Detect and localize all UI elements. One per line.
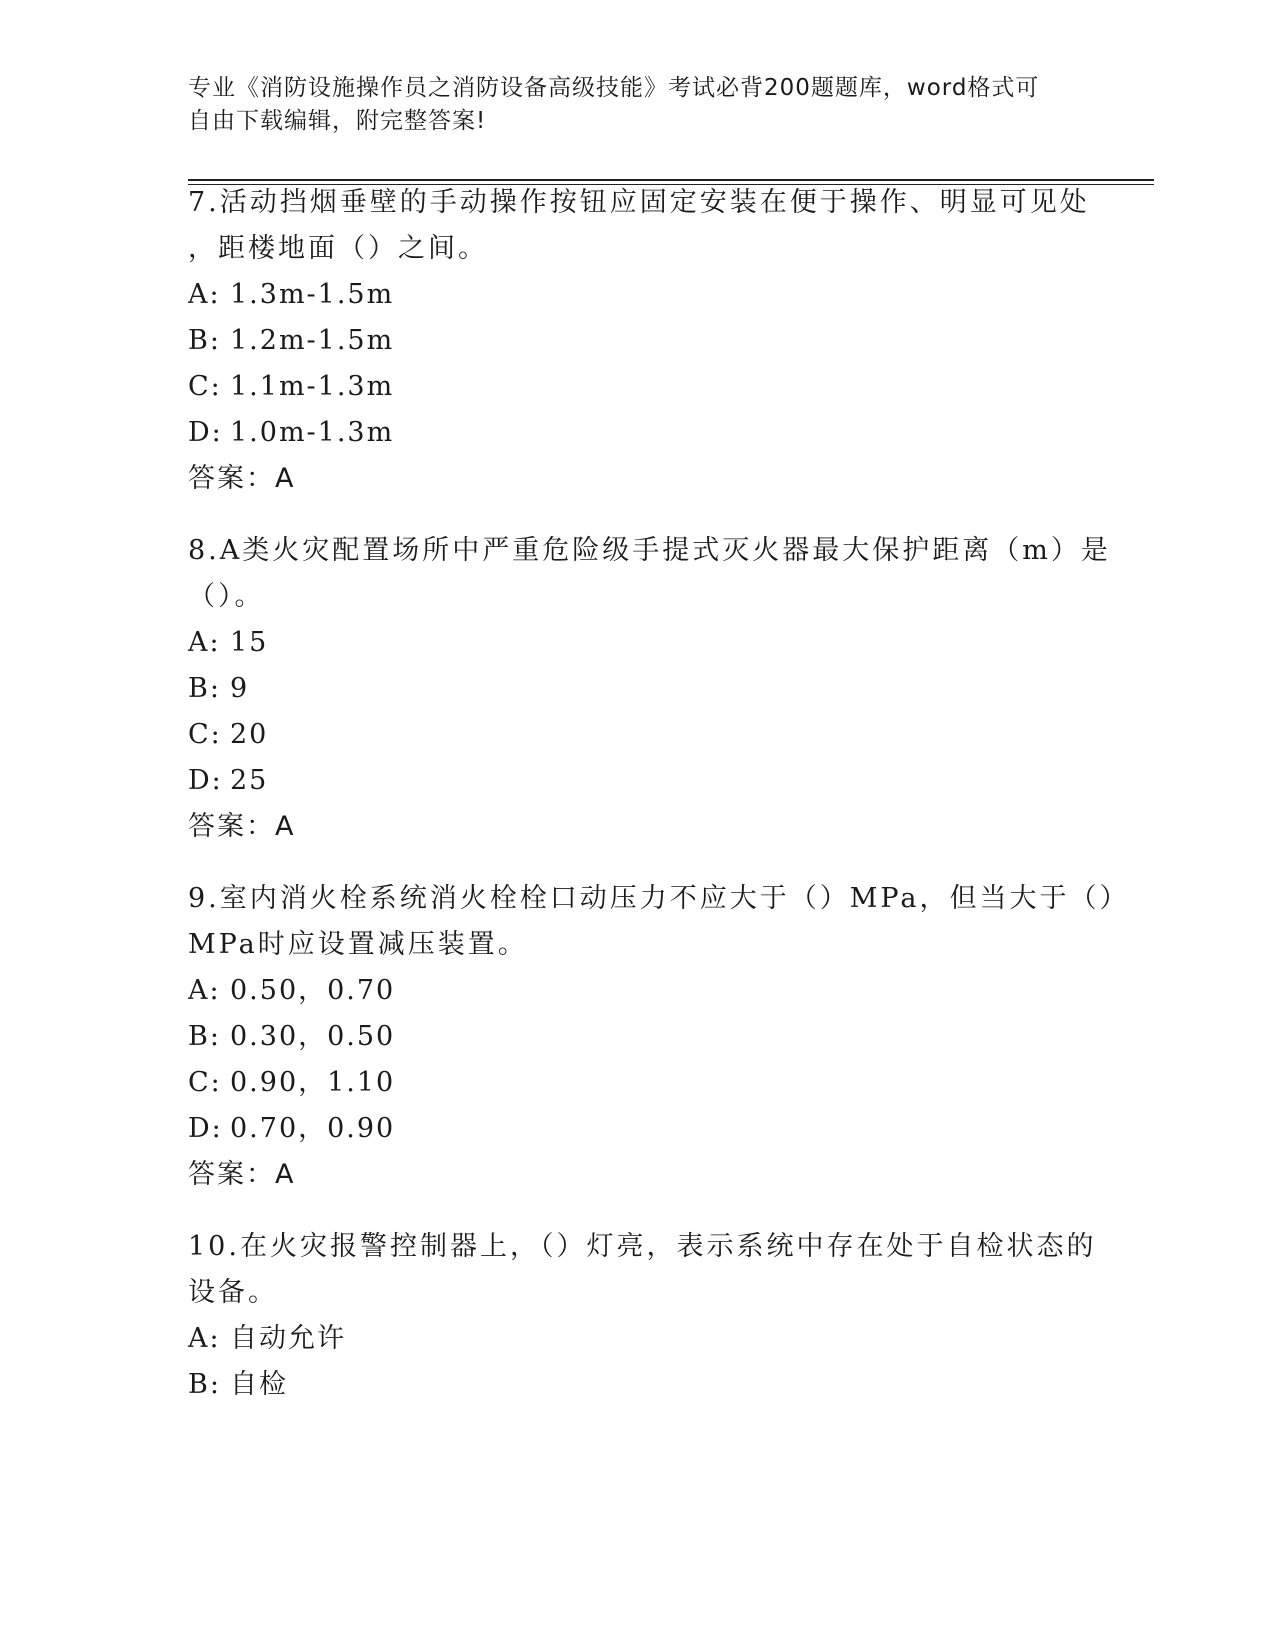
option-d bbox=[188, 410, 1068, 456]
option-a bbox=[188, 272, 1068, 318]
option-text: 0.30，0.50 bbox=[230, 1021, 396, 1052]
option-label: A: bbox=[188, 975, 221, 1006]
option-b bbox=[188, 1014, 1068, 1060]
option-label: C: bbox=[188, 1067, 222, 1098]
option-text: 自检 bbox=[230, 1369, 288, 1400]
option-b bbox=[188, 666, 1068, 712]
option-text: 25 bbox=[230, 765, 269, 796]
question-7 bbox=[188, 180, 1090, 502]
option-text: 0.70，0.90 bbox=[230, 1113, 396, 1144]
stem-line: 设备。 bbox=[188, 1277, 278, 1308]
option-label: B: bbox=[188, 673, 221, 704]
option-label: A: bbox=[188, 627, 221, 658]
answer: 答案：A bbox=[188, 463, 296, 494]
stem-line: ，距楼地面（）之间。 bbox=[188, 233, 488, 264]
question-stem bbox=[188, 528, 1111, 620]
option-b bbox=[188, 1362, 1068, 1408]
option-label: D: bbox=[188, 765, 223, 796]
question-8 bbox=[188, 528, 1111, 850]
option-label: B: bbox=[188, 1369, 221, 1400]
option-d bbox=[188, 758, 1068, 804]
question-stem bbox=[188, 876, 1130, 968]
answer: 答案：A bbox=[188, 811, 296, 842]
option-text: 9 bbox=[230, 673, 250, 704]
header-line-2: 自由下载编辑，附完整答案! bbox=[188, 108, 487, 134]
option-a bbox=[188, 620, 1068, 666]
option-text: 自动允许 bbox=[230, 1323, 346, 1354]
option-text: 1.1m-1.3m bbox=[230, 371, 395, 402]
option-label: D: bbox=[188, 1113, 223, 1144]
option-label: A: bbox=[188, 279, 221, 310]
stem-line: MPa时应设置减压装置。 bbox=[188, 929, 528, 960]
document-header bbox=[188, 72, 1068, 138]
option-text: 0.50，0.70 bbox=[230, 975, 396, 1006]
option-text: 1.2m-1.5m bbox=[230, 325, 395, 356]
option-d bbox=[188, 1106, 1068, 1152]
question-stem bbox=[188, 180, 1090, 272]
option-c bbox=[188, 364, 1068, 410]
option-text: 1.0m-1.3m bbox=[230, 417, 395, 448]
stem-line: （）。 bbox=[188, 581, 265, 612]
stem-line: 9.室内消火栓系统消火栓栓口动压力不应大于（）MPa，但当大于（） bbox=[188, 883, 1130, 914]
option-label: B: bbox=[188, 325, 221, 356]
question-10 bbox=[188, 1224, 1097, 1408]
option-a bbox=[188, 968, 1068, 1014]
option-label: C: bbox=[188, 371, 222, 402]
answer: 答案：A bbox=[188, 1159, 296, 1190]
option-text: 0.90，1.10 bbox=[230, 1067, 396, 1098]
question-9 bbox=[188, 876, 1130, 1198]
option-text: 20 bbox=[230, 719, 269, 750]
stem-line: 10.在火灾报警控制器上，（）灯亮，表示系统中存在处于自检状态的 bbox=[188, 1231, 1097, 1262]
option-label: D: bbox=[188, 417, 223, 448]
option-text: 1.3m-1.5m bbox=[230, 279, 395, 310]
option-b bbox=[188, 318, 1068, 364]
option-text: 15 bbox=[230, 627, 269, 658]
option-label: A: bbox=[188, 1323, 221, 1354]
option-label: C: bbox=[188, 719, 222, 750]
question-stem bbox=[188, 1224, 1097, 1316]
option-c bbox=[188, 1060, 1068, 1106]
option-c bbox=[188, 712, 1068, 758]
stem-line: 8.A类火灾配置场所中严重危险级手提式灭火器最大保护距离（m）是 bbox=[188, 535, 1111, 566]
option-label: B: bbox=[188, 1021, 221, 1052]
header-line-1: 专业《消防设施操作员之消防设备高级技能》考试必背200题题库，word格式可 bbox=[188, 75, 1040, 101]
option-a bbox=[188, 1316, 1068, 1362]
stem-line: 7.活动挡烟垂壁的手动操作按钮应固定安装在便于操作、明显可见处 bbox=[188, 187, 1090, 218]
